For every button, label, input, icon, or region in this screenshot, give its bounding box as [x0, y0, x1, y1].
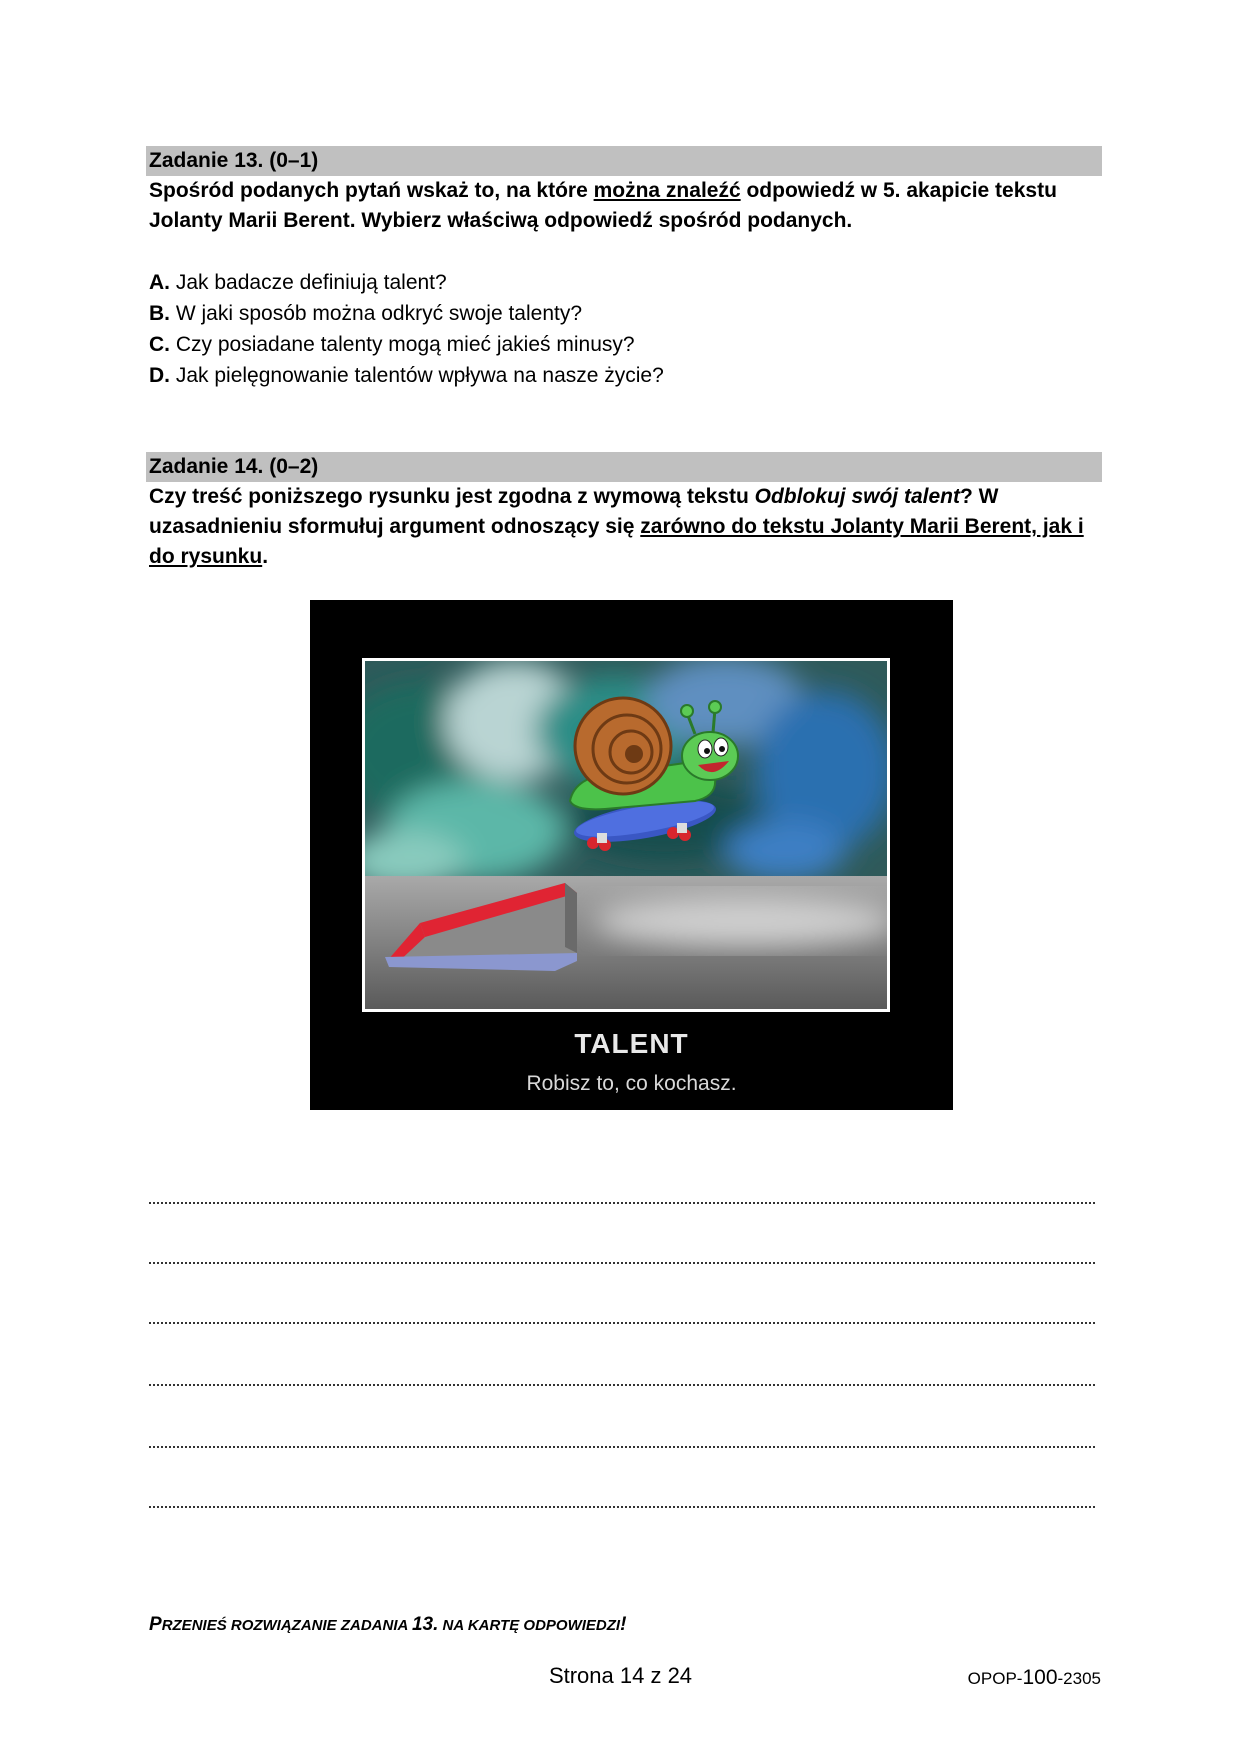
option-text: Jak badacze definiują talent?: [170, 271, 447, 294]
task-13-options: [149, 267, 664, 391]
option-a[interactable]: [149, 267, 664, 298]
answer-line[interactable]: [149, 1444, 1095, 1448]
poster-title: TALENT: [574, 1028, 689, 1059]
answer-line[interactable]: [149, 1504, 1095, 1508]
instruction-underlined: można znaleźć: [593, 179, 741, 202]
poster-subtitle: Robisz to, co kochasz.: [526, 1072, 737, 1095]
transfer-note: [149, 1614, 626, 1636]
note-number: 13.: [411, 1614, 439, 1635]
option-d[interactable]: [149, 360, 664, 391]
option-letter: C.: [149, 333, 170, 356]
snail-skateboard-photo: [362, 658, 890, 1012]
code-part: 100: [1022, 1666, 1058, 1689]
instruction-text-cont: ? W uzasadnieniu sformułuj argument odnoszący się: [149, 485, 999, 538]
instruction-underlined: zarówno do tekstu Jolanty Marii Berent, jak i do rysunku: [149, 515, 1084, 568]
exam-code: [968, 1666, 1101, 1690]
code-part: OPOP-: [967, 1669, 1023, 1688]
option-text: W jaki sposób można odkryć swoje talenty?: [170, 302, 583, 325]
answer-line[interactable]: [149, 1260, 1095, 1264]
instruction-text: Czy treść poniższego rysunku jest zgodna z wymową tekstu: [149, 485, 755, 508]
note-exclamation: !: [620, 1614, 627, 1635]
instruction-text-cont: odpowiedź w 5. akapicie tekstu Jolanty Marii Berent. Wybierz właściwą odpowiedź spośród podanych.: [149, 179, 1057, 232]
talent-poster: [310, 600, 953, 1110]
answer-line[interactable]: [149, 1382, 1095, 1386]
answer-line[interactable]: [149, 1200, 1095, 1204]
task-13-instruction: [149, 176, 1099, 236]
instruction-period: .: [262, 545, 269, 568]
option-letter: B.: [149, 302, 170, 325]
task-14-instruction: [149, 482, 1099, 572]
option-text: Jak pielęgnowanie talentów wpływa na nasze życie?: [170, 364, 664, 387]
task-13-header: Zadanie 13. (0–1): [146, 146, 1102, 176]
note-initial: P: [149, 1614, 162, 1635]
task-14-header: Zadanie 14. (0–2): [146, 452, 1102, 482]
answer-line[interactable]: [149, 1320, 1095, 1324]
option-letter: D.: [149, 364, 170, 387]
instruction-text: Spośród podanych pytań wskaż to, na które: [149, 179, 594, 202]
text-title-italic: Odblokuj swój talent: [754, 485, 960, 508]
code-part: -2305: [1057, 1669, 1101, 1688]
option-text: Czy posiadane talenty mogą mieć jakieś minusy?: [170, 333, 635, 356]
note-text: RZENIEŚ ROZWIĄZANIE ZADANIA: [161, 1617, 412, 1634]
page-number: Strona 14 z 24: [548, 1663, 693, 1688]
option-b[interactable]: [149, 298, 664, 329]
option-c[interactable]: [149, 329, 664, 360]
note-text-cont: NA KARTĘ ODPOWIEDZI: [438, 1617, 621, 1634]
snail-illustration: [365, 661, 887, 1009]
option-letter: A.: [149, 271, 170, 294]
